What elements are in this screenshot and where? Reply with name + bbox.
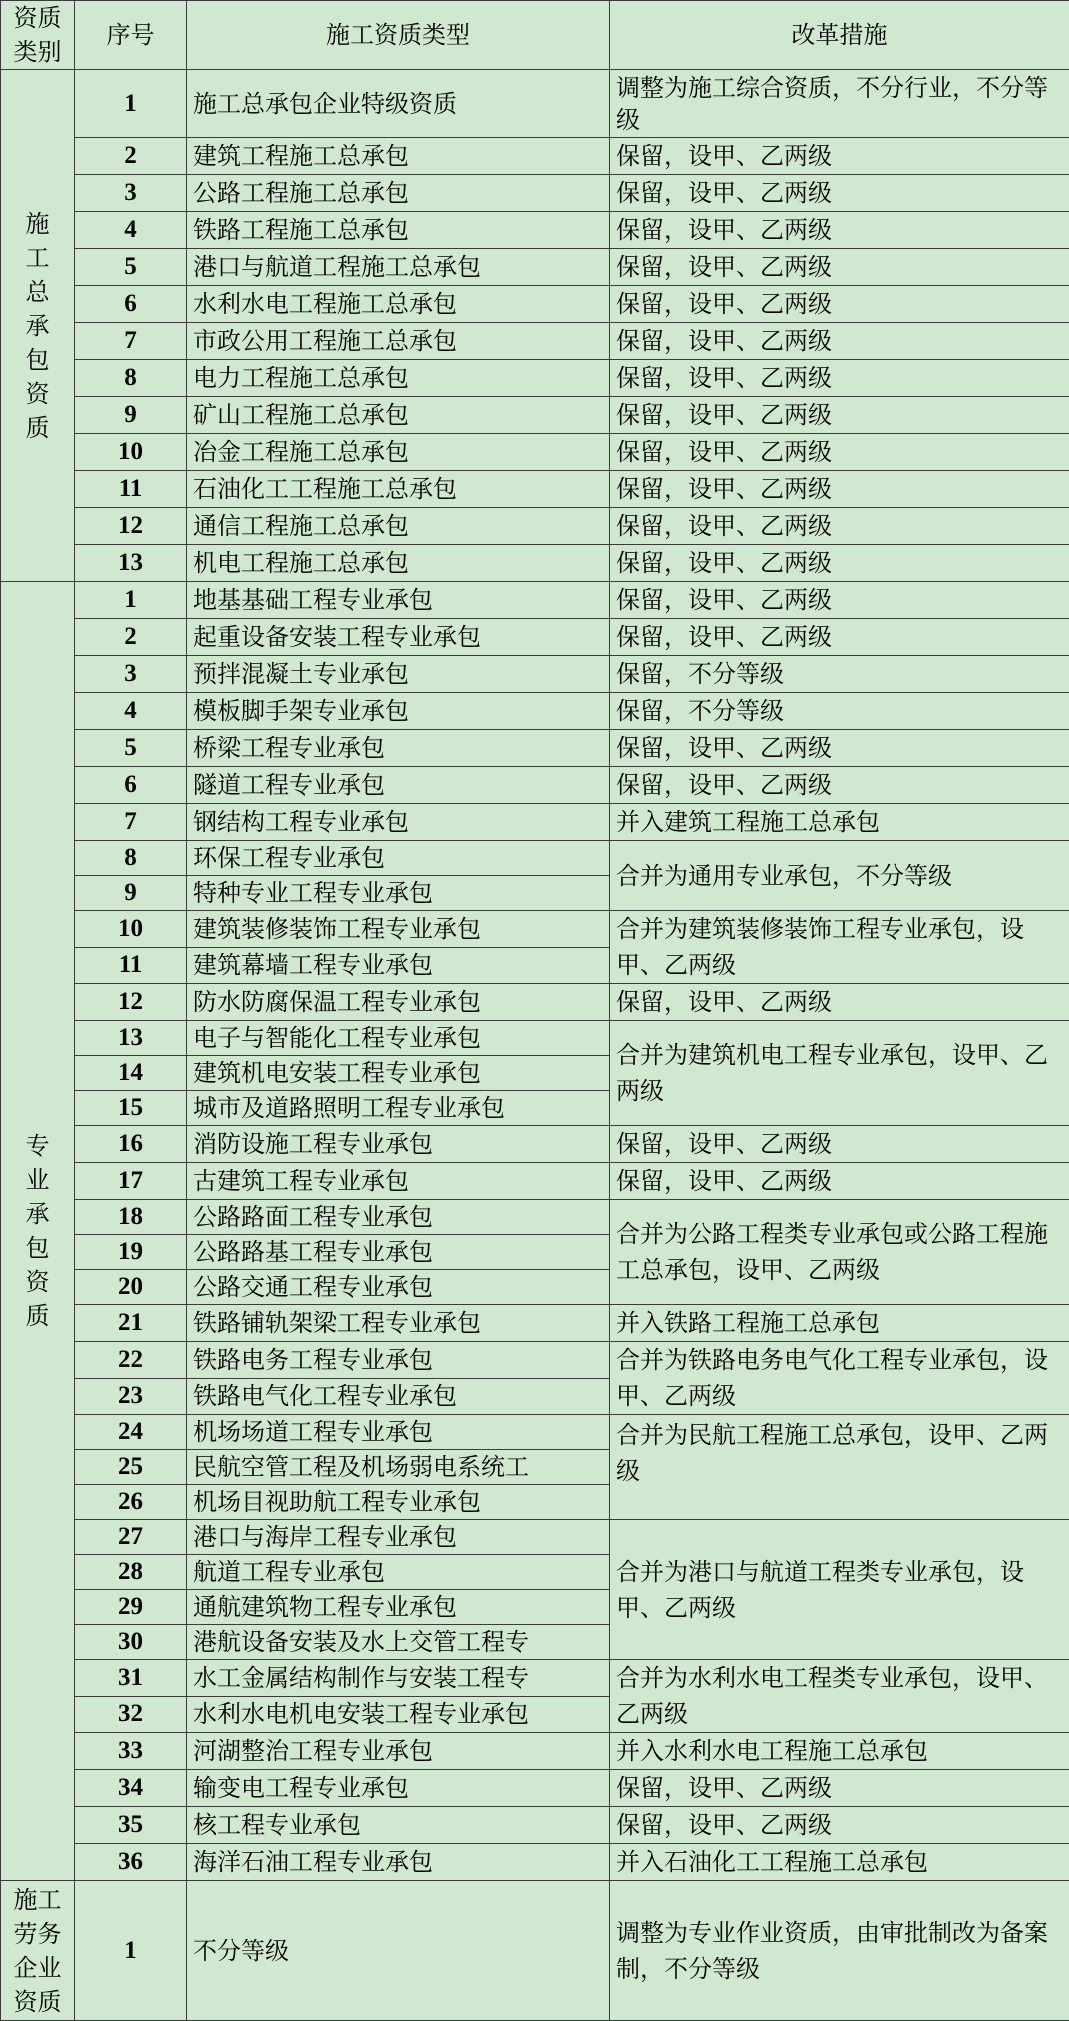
row-number: 1 xyxy=(75,582,187,619)
table-row xyxy=(1,1305,1069,1342)
row-number: 23 xyxy=(75,1378,187,1415)
row-number: 30 xyxy=(75,1625,187,1660)
row-number: 31 xyxy=(75,1660,187,1697)
reform-measure: 保留，设甲、乙两级 xyxy=(610,582,1069,619)
reform-measure: 保留，设甲、乙两级 xyxy=(610,984,1069,1021)
qualification-type: 矿山工程施工总承包 xyxy=(187,397,610,434)
reform-measure: 保留，设甲、乙两级 xyxy=(610,545,1069,582)
reform-measure: 保留，设甲、乙两级 xyxy=(610,175,1069,212)
reform-measure: 合并为通用专业承包，不分等级 xyxy=(610,841,1069,911)
row-number: 29 xyxy=(75,1590,187,1625)
qualification-type: 河湖整治工程专业承包 xyxy=(187,1733,610,1770)
row-number: 8 xyxy=(75,841,187,876)
qualification-type: 港航设备安装及水上交管工程专 xyxy=(187,1625,610,1660)
table-row xyxy=(1,582,1069,619)
table-row xyxy=(1,804,1069,841)
reform-measure: 调整为施工综合资质，不分行业，不分等级 xyxy=(610,70,1069,138)
qualification-type: 公路路基工程专业承包 xyxy=(187,1235,610,1270)
qualification-type: 地基基础工程专业承包 xyxy=(187,582,610,619)
row-number: 27 xyxy=(75,1520,187,1555)
qualification-type: 输变电工程专业承包 xyxy=(187,1770,610,1807)
reform-measure: 保留，设甲、乙两级 xyxy=(610,212,1069,249)
qualification-type: 海洋石油工程专业承包 xyxy=(187,1844,610,1881)
qualification-type: 铁路工程施工总承包 xyxy=(187,212,610,249)
row-number: 4 xyxy=(75,212,187,249)
reform-measure: 保留，设甲、乙两级 xyxy=(610,323,1069,360)
qualification-type: 建筑装修装饰工程专业承包 xyxy=(187,911,610,948)
qualification-type: 市政公用工程施工总承包 xyxy=(187,323,610,360)
qualification-type: 通信工程施工总承包 xyxy=(187,508,610,545)
row-number: 22 xyxy=(75,1342,187,1379)
row-number: 9 xyxy=(75,876,187,911)
qualification-type: 电力工程施工总承包 xyxy=(187,360,610,397)
table-row xyxy=(1,286,1069,323)
row-number: 18 xyxy=(75,1200,187,1235)
row-number: 2 xyxy=(75,138,187,175)
qualification-type: 建筑工程施工总承包 xyxy=(187,138,610,175)
row-number: 16 xyxy=(75,1126,187,1163)
qualification-type: 消防设施工程专业承包 xyxy=(187,1126,610,1163)
table-row xyxy=(1,911,1069,948)
row-number: 2 xyxy=(75,619,187,656)
reform-measure: 合并为建筑装修装饰工程专业承包，设甲、乙两级 xyxy=(610,911,1069,984)
row-number: 9 xyxy=(75,397,187,434)
header-measure: 改革措施 xyxy=(610,1,1069,70)
reform-measure: 合并为铁路电务电气化工程专业承包，设甲、乙两级 xyxy=(610,1342,1069,1415)
row-number: 11 xyxy=(75,947,187,984)
category-general: 施工总承包资质 xyxy=(1,70,75,582)
qualification-type: 公路工程施工总承包 xyxy=(187,175,610,212)
reform-measure: 合并为建筑机电工程专业承包，设甲、乙两级 xyxy=(610,1021,1069,1126)
row-number: 12 xyxy=(75,508,187,545)
qualification-type: 特种专业工程专业承包 xyxy=(187,876,610,911)
qualification-type: 水利水电工程施工总承包 xyxy=(187,286,610,323)
table-row xyxy=(1,656,1069,693)
qualification-type: 机电工程施工总承包 xyxy=(187,545,610,582)
reform-measure: 合并为民航工程施工总承包，设甲、乙两级 xyxy=(610,1415,1069,1520)
table-row xyxy=(1,693,1069,730)
reform-measure: 合并为水利水电工程类专业承包，设甲、乙两级 xyxy=(610,1660,1069,1733)
qualification-type: 电子与智能化工程专业承包 xyxy=(187,1021,610,1056)
reform-measure: 保留，设甲、乙两级 xyxy=(610,471,1069,508)
qualification-type: 施工总承包企业特级资质 xyxy=(187,70,610,138)
row-number: 35 xyxy=(75,1807,187,1844)
qualification-type: 石油化工工程施工总承包 xyxy=(187,471,610,508)
row-number: 10 xyxy=(75,434,187,471)
row-number: 12 xyxy=(75,984,187,1021)
table-row xyxy=(1,730,1069,767)
qualification-type: 建筑幕墙工程专业承包 xyxy=(187,947,610,984)
header-number: 序号 xyxy=(75,1,187,70)
reform-measure: 保留，设甲、乙两级 xyxy=(610,508,1069,545)
table-row xyxy=(1,1200,1069,1235)
qualification-type: 公路交通工程专业承包 xyxy=(187,1270,610,1305)
reform-measure: 并入水利水电工程施工总承包 xyxy=(610,1733,1069,1770)
table-row xyxy=(1,1520,1069,1555)
row-number: 11 xyxy=(75,471,187,508)
qualification-type: 核工程专业承包 xyxy=(187,1807,610,1844)
row-number: 21 xyxy=(75,1305,187,1342)
reform-measure: 保留，设甲、乙两级 xyxy=(610,1126,1069,1163)
row-number: 10 xyxy=(75,911,187,948)
table-row xyxy=(1,397,1069,434)
table-row xyxy=(1,1660,1069,1697)
table-row xyxy=(1,1342,1069,1379)
row-number: 24 xyxy=(75,1415,187,1450)
row-number: 5 xyxy=(75,730,187,767)
row-number: 17 xyxy=(75,1163,187,1200)
qualification-type: 铁路铺轨架梁工程专业承包 xyxy=(187,1305,610,1342)
table-row xyxy=(1,1415,1069,1450)
table-row xyxy=(1,1126,1069,1163)
row-number: 3 xyxy=(75,175,187,212)
table-row xyxy=(1,545,1069,582)
row-number: 25 xyxy=(75,1450,187,1485)
qualification-type: 水工金属结构制作与安装工程专 xyxy=(187,1660,610,1697)
header-category: 资质类别 xyxy=(1,1,75,70)
table-row xyxy=(1,984,1069,1021)
qualification-type: 模板脚手架专业承包 xyxy=(187,693,610,730)
qualification-type: 防水防腐保温工程专业承包 xyxy=(187,984,610,1021)
row-number: 4 xyxy=(75,693,187,730)
reform-measure: 调整为专业作业资质，由审批制改为备案制，不分等级 xyxy=(610,1881,1069,2021)
reform-measure: 并入建筑工程施工总承包 xyxy=(610,804,1069,841)
reform-measure: 并入石油化工工程施工总承包 xyxy=(610,1844,1069,1881)
qualification-type: 水利水电机电安装工程专业承包 xyxy=(187,1696,610,1733)
table-row xyxy=(1,1881,1069,2021)
qualification-type: 城市及道路照明工程专业承包 xyxy=(187,1091,610,1126)
table-row xyxy=(1,175,1069,212)
reform-measure: 保留，设甲、乙两级 xyxy=(610,434,1069,471)
reform-measure: 保留，不分等级 xyxy=(610,693,1069,730)
row-number: 34 xyxy=(75,1770,187,1807)
table-row xyxy=(1,212,1069,249)
qualification-type: 铁路电务工程专业承包 xyxy=(187,1342,610,1379)
table-row xyxy=(1,138,1069,175)
table-row xyxy=(1,434,1069,471)
reform-measure: 保留，设甲、乙两级 xyxy=(610,619,1069,656)
qualification-type: 不分等级 xyxy=(187,1881,610,2021)
table-row xyxy=(1,1807,1069,1844)
table-row xyxy=(1,70,1069,138)
row-number: 20 xyxy=(75,1270,187,1305)
qualification-type: 航道工程专业承包 xyxy=(187,1555,610,1590)
row-number: 1 xyxy=(75,1881,187,2021)
reform-measure: 保留，设甲、乙两级 xyxy=(610,1770,1069,1807)
reform-measure: 合并为港口与航道工程类专业承包，设甲、乙两级 xyxy=(610,1520,1069,1660)
table-row xyxy=(1,1021,1069,1056)
qualification-type: 机场场道工程专业承包 xyxy=(187,1415,610,1450)
table-row xyxy=(1,1733,1069,1770)
table-row xyxy=(1,619,1069,656)
qualification-type: 隧道工程专业承包 xyxy=(187,767,610,804)
header-row xyxy=(1,1,1069,70)
qualification-type: 环保工程专业承包 xyxy=(187,841,610,876)
table-row xyxy=(1,249,1069,286)
category-special: 专业承包资质 xyxy=(1,582,75,1881)
row-number: 6 xyxy=(75,767,187,804)
table-row xyxy=(1,508,1069,545)
reform-measure: 保留，设甲、乙两级 xyxy=(610,138,1069,175)
reform-measure: 保留，设甲、乙两级 xyxy=(610,767,1069,804)
row-number: 14 xyxy=(75,1056,187,1091)
reform-measure: 保留，设甲、乙两级 xyxy=(610,360,1069,397)
reform-measure: 保留，设甲、乙两级 xyxy=(610,286,1069,323)
qualification-type: 通航建筑物工程专业承包 xyxy=(187,1590,610,1625)
row-number: 33 xyxy=(75,1733,187,1770)
table-row xyxy=(1,323,1069,360)
qualification-type: 冶金工程施工总承包 xyxy=(187,434,610,471)
qualification-type: 建筑机电安装工程专业承包 xyxy=(187,1056,610,1091)
qualification-type: 预拌混凝土专业承包 xyxy=(187,656,610,693)
header-type: 施工资质类型 xyxy=(187,1,610,70)
row-number: 15 xyxy=(75,1091,187,1126)
qualification-type: 起重设备安装工程专业承包 xyxy=(187,619,610,656)
table-row xyxy=(1,841,1069,876)
qualification-type: 机场目视助航工程专业承包 xyxy=(187,1485,610,1520)
row-number: 13 xyxy=(75,1021,187,1056)
table-row xyxy=(1,1163,1069,1200)
table-row xyxy=(1,471,1069,508)
row-number: 32 xyxy=(75,1696,187,1733)
table-row xyxy=(1,1770,1069,1807)
reform-measure: 合并为公路工程类专业承包或公路工程施工总承包，设甲、乙两级 xyxy=(610,1200,1069,1305)
qualification-type: 桥梁工程专业承包 xyxy=(187,730,610,767)
reform-measure: 保留，设甲、乙两级 xyxy=(610,730,1069,767)
reform-measure: 保留，设甲、乙两级 xyxy=(610,397,1069,434)
table-row xyxy=(1,767,1069,804)
reform-measure: 保留，设甲、乙两级 xyxy=(610,1163,1069,1200)
row-number: 36 xyxy=(75,1844,187,1881)
qualification-type: 港口与航道工程施工总承包 xyxy=(187,249,610,286)
row-number: 3 xyxy=(75,656,187,693)
table-row xyxy=(1,1844,1069,1881)
qualification-type: 铁路电气化工程专业承包 xyxy=(187,1378,610,1415)
qualification-type: 公路路面工程专业承包 xyxy=(187,1200,610,1235)
qualification-type: 钢结构工程专业承包 xyxy=(187,804,610,841)
row-number: 19 xyxy=(75,1235,187,1270)
row-number: 13 xyxy=(75,545,187,582)
reform-measure: 保留，设甲、乙两级 xyxy=(610,249,1069,286)
row-number: 28 xyxy=(75,1555,187,1590)
row-number: 8 xyxy=(75,360,187,397)
row-number: 6 xyxy=(75,286,187,323)
reform-measure: 保留，设甲、乙两级 xyxy=(610,1807,1069,1844)
row-number: 26 xyxy=(75,1485,187,1520)
row-number: 7 xyxy=(75,804,187,841)
row-number: 7 xyxy=(75,323,187,360)
qualification-type: 民航空管工程及机场弱电系统工 xyxy=(187,1450,610,1485)
qualification-type: 港口与海岸工程专业承包 xyxy=(187,1520,610,1555)
category-labor: 施工劳务企业资质 xyxy=(1,1881,75,2021)
row-number: 5 xyxy=(75,249,187,286)
reform-measure: 保留，不分等级 xyxy=(610,656,1069,693)
reform-measure: 并入铁路工程施工总承包 xyxy=(610,1305,1069,1342)
qualification-type: 古建筑工程专业承包 xyxy=(187,1163,610,1200)
table-row xyxy=(1,360,1069,397)
row-number: 1 xyxy=(75,70,187,138)
